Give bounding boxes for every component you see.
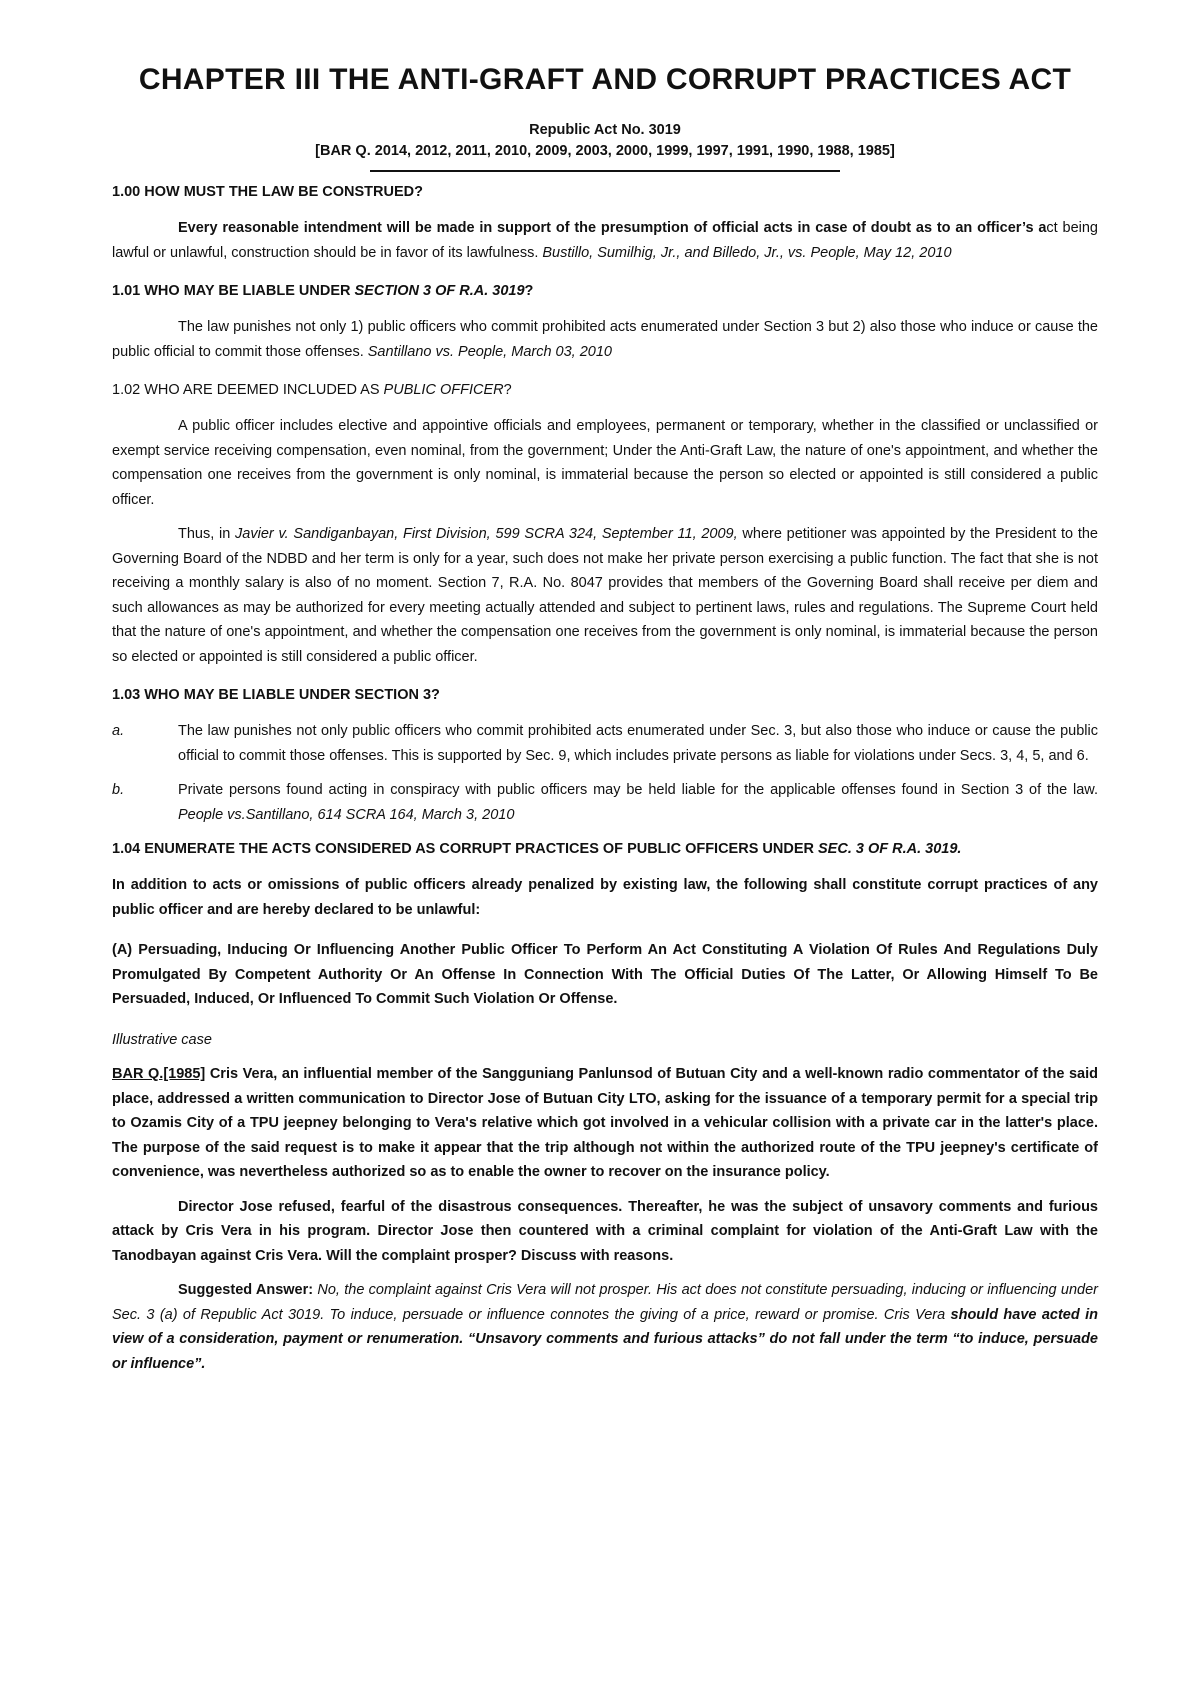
heading-1-02: [112, 380, 1098, 400]
list-text: [178, 778, 1098, 827]
suggested-answer: [112, 1278, 1098, 1376]
liability-list: [112, 719, 1098, 827]
heading-suffix: ?: [503, 382, 512, 398]
case-citation: Santillano vs. People, March 03, 2010: [367, 343, 612, 360]
heading-1-03: 1.03 WHO MAY BE LIABLE UNDER SECTION 3?: [112, 687, 440, 703]
body-text: The law punishes not only 1) public officers who commit prohibited acts enumerated under Section 3 but 2) also those who induce or cause the public official to commit those offenses.: [112, 319, 1098, 360]
heading-text: 1.02 WHO ARE DEEMED INCLUDED AS: [112, 382, 384, 398]
case-facts: [112, 1062, 1098, 1185]
heading-emphasis: SEC. 3 OF R.A. 3019.: [818, 841, 962, 857]
case-citation: Javier v. Sandiganbayan, First Division, 599 SCRA 324, September 11, 2009,: [235, 526, 738, 542]
case-question: Director Jose refused, fearful of the disastrous consequences. Thereafter, he was the subject of unsavory comments and furious attack by Cris Vera in his program. Director Jose then countered with a criminal complaint for violation of the Anti-Graft Law with the Tanodbayan against Cris Vera. Will the complaint prosper? Discuss with reasons.: [112, 1198, 1098, 1264]
paragraph-1-02-a: A public officer includes elective and appointive officials and employees, permanent or temporary, whether in the classified or unclassified or exempt service receiving compensation, even nominal, from the government; Under the Anti-Graft Law, the nature of one's appointment, and whether the compensation one receives from the government is only nominal, is immaterial because the person so elected or appointed is still considered a public officer.: [112, 418, 1098, 508]
bold-text: Every reasonable intendment will be made in support of the presumption of official acts in case of doubt as to an officer’s a: [178, 220, 1047, 236]
intro-paragraph: In addition to acts or omissions of public officers already penalized by existing law, the following shall constitute corrupt practices of any public officer and are hereby declared to be unlawful:: [112, 877, 1098, 918]
list-marker: a.: [112, 723, 125, 739]
heading-emphasis: PUBLIC OFFICER: [383, 382, 504, 398]
heading-text: 1.04 ENUMERATE THE ACTS CONSIDERED AS CORRUPT PRACTICES OF PUBLIC OFFICERS UNDER: [112, 841, 818, 857]
paragraph-1-01: [112, 315, 1098, 364]
list-marker: b.: [112, 782, 125, 798]
chapter-title: CHAPTER III THE ANTI-GRAFT AND CORRUPT PRACTICES ACT: [138, 63, 1072, 96]
body-text: where petitioner was appointed by the President to the Governing Board of the NDBD and her term is only for a year, such does not make her private person exercising a public function. The fact that she is not receiving a monthly salary is also of no moment. Section 7, R.A. No. 8047 provides that members of the Governing Board shall receive per diem and such allowances as may be authorized for every meeting actually attended and subject to pertinent laws, rules and regulations. The Supreme Court held that the nature of one's appointment, and whether the compensation one receives from the government is only nominal, is immaterial because the person so elected or appointed is still considered a public officer.: [112, 526, 1098, 665]
bar-years: [BAR Q. 2014, 2012, 2011, 2010, 2009, 2003, 2000, 1999, 1997, 1991, 1990, 1988, 1985]: [315, 143, 895, 159]
paragraph-1-00: [112, 216, 1098, 265]
answer-label: Suggested Answer:: [178, 1282, 314, 1298]
heading-text: 1.01 WHO MAY BE LIABLE UNDER: [112, 283, 355, 299]
illustrative-label: Illustrative case: [112, 1031, 212, 1048]
case-text: Cris Vera, an influential member of the Sangguniang Panlunsod of Butuan City and a well-known radio commentator of the said place, addressed a written communication to Director Jose of Butuan City LTO, asking for the issuance of a temporary permit for a special trip to Ozamis City of a TPU jeepney belonging to Vera's relative which got involved in a vehicular collision with a private car in the latter's place. The purpose of the said request is to make it appear that the trip although not within the authorized route of the TPU jeepney's certificate of convenience, was nevertheless authorized so as to enable the owner to recover on the insurance policy.: [112, 1066, 1098, 1180]
provision-a-heading: (A) Persuading, Inducing Or Influencing Another Public Officer To Perform An Act Constituting A Violation Of Rules And Regulations Duly Promulgated By Competent Authority Or An Offense In Connection With The Official Duties Of The Latter, Or Allowing Himself To Be Persuaded, Induced, Or Influenced To Commit Such Violation Or Offense.: [112, 942, 1098, 1007]
bar-question-label: BAR Q.[1985]: [112, 1066, 206, 1082]
list-text: The law punishes not only public officers who commit prohibited acts enumerated under Sec. 3, but also those who induce or cause the public official to commit those offenses. This is supported by Sec. 9, which includes private persons as liable for violations under Secs. 3, 4, 5, and 6.: [178, 723, 1098, 764]
heading-suffix: ?: [524, 283, 534, 299]
heading-1-00: 1.00 HOW MUST THE LAW BE CONSTRUED?: [112, 184, 423, 200]
heading-emphasis: SECTION 3 OF R.A. 3019: [354, 283, 525, 299]
answer-emphasis: should have acted in view of a consideration, payment or renumeration. “Unsavory comments and furious attacks” do not fall under the term “to induce, persuade or influence”.: [112, 1306, 1098, 1372]
heading-1-01: [112, 281, 1098, 301]
answer-text: No, the complaint against Cris Vera will not prosper. His act does not constitute persuading, inducing or influencing under Sec. 3 (a) of Republic Act 3019. To induce, persuade or influence connotes the giving of a price, reward or promise. Cris Vera: [112, 1282, 1099, 1323]
case-citation: People vs.Santillano, 614 SCRA 164, March 3, 2010: [178, 806, 515, 823]
list-body: Private persons found acting in conspiracy with public officers may be held liable for the applicable offenses found in Section 3 of the law.: [178, 782, 1098, 798]
case-citation: Bustillo, Sumilhig, Jr., and Billedo, Jr., vs. People, May 12, 2010: [542, 244, 952, 261]
list-item: [112, 719, 1098, 768]
divider: [370, 170, 840, 172]
list-item: [112, 778, 1098, 827]
body-text: ct being lawful or unlawful, construction should be in favor of its lawfulness.: [112, 220, 1098, 261]
heading-1-04: [112, 839, 1098, 859]
paragraph-1-02-b: [112, 522, 1098, 669]
body-text: Thus, in: [178, 526, 236, 542]
act-subtitle: Republic Act No. 3019: [529, 122, 681, 138]
document-page: [112, 58, 1098, 1386]
